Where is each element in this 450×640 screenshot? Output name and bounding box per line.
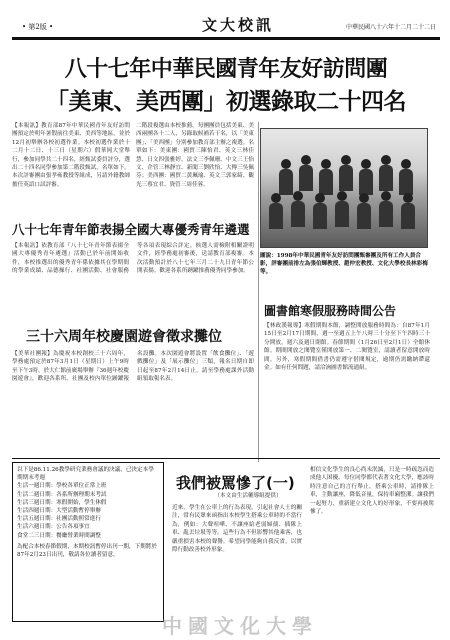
schedule-row: 生活三週日期：寒假開始，學生休假 — [17, 499, 107, 506]
schedule-row: 生活五週日期：社團活動照常進行 — [17, 516, 101, 523]
fair-story-body: 【美華社團報】為慶祝本校創校三十六周年，學務處預定於87年3月1日（星期日）上午9時至下午3時，於大仁館前廣場舉辦『36週年校慶園遊會』，歡迎各系所、社團及校內單位踴躍報名設攤。本次園遊會將設置「飲食攤位」、「遊戲攤位」及「展示攤位」三類，報名日期自即日起至87年2月14日止，請至學務處課外活動組領取報名表。 — [12, 351, 254, 383]
photo-caption: 圖說：1998年中華民國青年友好訪問團甄審團及所有工作人員合影，評審團前排左為張伯輝教授、趙仲宏教授、文化大學校長林彩梅等。 — [260, 253, 428, 275]
main-headline-line-1: 八十七年中華民國青年友好訪問團 — [64, 57, 388, 82]
schedule-row: 生活二週日期：各系所辦理期末考試 — [17, 491, 107, 498]
editorial-body-right: 相信文化學生的良心尚未泯滅，只是一時疏忽而造成他人困擾。每位同學都代表著文化大學，應該時時注意自己的言行舉止。搭乘公車時，請排隊上車，主動讓座，降低音量，保持車廂整潔。讓我們一起努力，重新建立文化人的好形象，不要再被罵慘了。 — [310, 467, 434, 516]
column-divider — [258, 122, 259, 462]
schedule-footer: 為配合本校春節假期，本期校訊暫停出刊一期，下期將於87年2月23日出刊，敬請各位讀者留意。 — [17, 543, 157, 559]
editorial-byline: （本文由生活輔導組提供） — [214, 493, 282, 499]
editorial-headline: 我們被罵慘了(一) — [176, 474, 295, 492]
section-divider — [12, 458, 440, 459]
schedule-intro: 以下是86.11.26教學研究業務會議的決議，已決定本學期期末考週 — [17, 467, 154, 482]
library-notice-body: 【林政漢報導】寒假期間本館，調整開放服務時間為：自87年1月15日至2月17日期間，週一至週五上午八時三十分至下午四時三十分開放，週六及週日閉館。春節期間（1月26日至2月1日）全館休館。期間開放之閱覽室僅開放第一、二閱覽室，請讀者留意開放時間。另外，寒假期間借書仍需遵守借閱規定，逾期仍需繳納滯還金。如有任何問題，請洽詢圖書館流通組。 — [264, 323, 430, 372]
group-photo — [260, 128, 428, 248]
award-headline: 八十七年青年節表揚全國大專優秀青年遴選 — [12, 222, 250, 237]
newspaper-page — [12, 10, 440, 638]
main-headline-line-2: 「美東、美西團」初選錄取二十四名 — [46, 89, 406, 115]
masthead — [12, 10, 440, 40]
schedule-row: 食堂二三日期：餐廳營業時間調整 — [17, 532, 101, 539]
award-story-body: 【本報訊】依教育部『八十七年青年節表揚全國大專優秀青年遴選』活動已於年前開始收件，本校推選出的優秀青年係依據其在學期間的學業成績、品德操行、社團活動、社會服務等各項表現綜合評定。候選人需檢附相關證明文件，經學務處初審後，送請教育部複審。本次活動預計於八十七年三月二十九日青年節公開表揚。歡迎各系所踴躍推薦優秀同學參加。 — [12, 243, 254, 275]
university-watermark: 中國文化大學 — [162, 614, 318, 638]
fair-headline: 三十六周年校慶園遊會徵求攤位 — [26, 329, 222, 345]
schedule-row: 生活六週日期：公告各項事宜 — [17, 524, 90, 531]
library-notice-headline: 圖書館寒假服務時間公告 — [264, 304, 397, 318]
holiday-schedule-box — [12, 462, 164, 622]
paper-name: 文大校訊 — [202, 16, 275, 34]
masthead-rule — [12, 37, 440, 38]
page-number: • 第2版 • — [22, 23, 54, 31]
schedule-row: 生活一週日期：學校各單位正常上班 — [17, 483, 107, 490]
schedule-row: 生活四週日期：大型活動暫停舉辦 — [17, 508, 101, 515]
main-story-body-right: 二階段複選由本校推薦。每團團員包括美東、美西兩團各十二人，另錄取候補若干名，以「美東團」、「美西團」分別參加教育部主辦之複選。名單如下：美東團：國貿三陳怡君、英文三林佳慧、日文四張雅婷、法文三李佩珊、中文三王怡文、企管三林靜宜、新聞三劉欣怡、大傳三吳佩芬；美西團：國貿二黃珮瑜、英文三郭家綺、觀光三蔡宜君、資管三周佳蓉。 — [136, 123, 254, 188]
main-story-body-left: 【本報訊】教育部87年中華民國青年友好訪問團預定於明年暑假前往美東、美西等地區，並於12月初舉辦各校初選作業。本校初選作業於十二月十二日、十三日（星期六）假華岡大堂舉行，參加同學共二十四名，經甄試委員評分，選出二十四名同學參加第二階段甄試，名單如下。本次評審團由張孝雍教授等組成，另請外籍教師擔任英語口試評審。 — [12, 123, 130, 188]
editorial-body-left: 近來，學生在公車上的行為表現，引起社會人士的關注，常有民眾來函指出本校學生搭乘公車時的不當行為，例如：大聲喧嘩、不讓座給老弱婦孺、插隊上車、亂丟垃圾等等。這些行為不但影響其他乘客，也嚴重損害本校的聲譽。希望同學能夠自我反省，以實際行動改善校外形象。 — [172, 505, 302, 554]
issue-date: 中華民國八十六年十二月二十二日 — [345, 24, 436, 31]
